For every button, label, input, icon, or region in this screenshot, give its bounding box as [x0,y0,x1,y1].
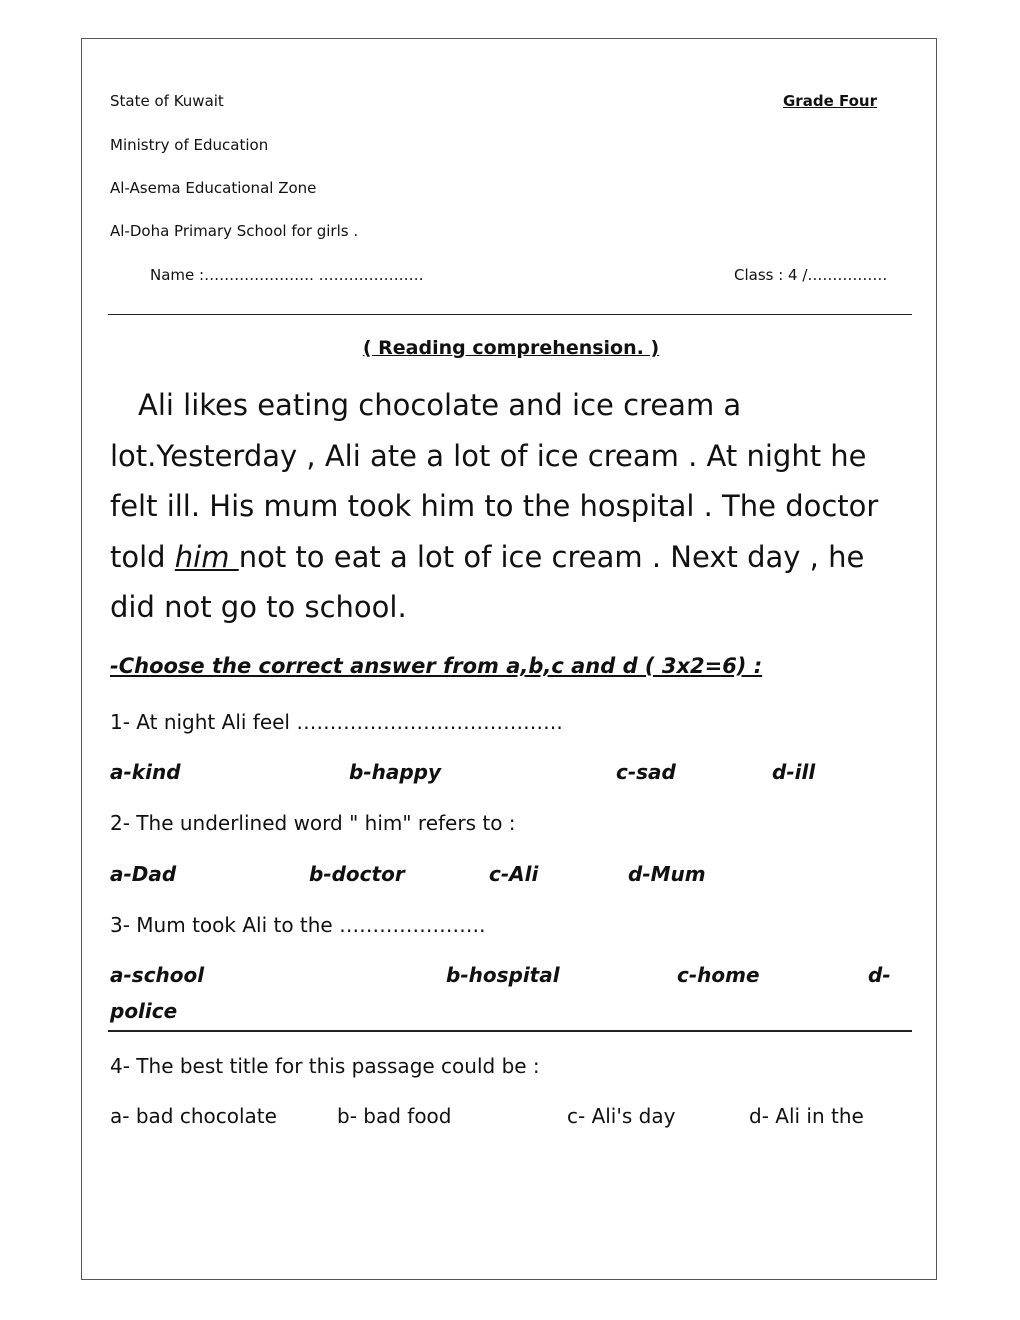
question-4: 4- The best title for this passage could be : [110,1054,540,1078]
q2-option-c[interactable]: c-Ali [489,862,539,886]
passage-text-after: not to eat a lot of ice cream . Next day , he did not go to school. [110,539,865,624]
header-school: Al-Doha Primary School for girls . [110,222,359,240]
header-divider [108,314,912,315]
header-ministry: Ministry of Education [110,136,269,154]
question-divider [108,1030,912,1032]
q1-option-d[interactable]: d-ill [772,760,816,784]
section-title: ( Reading comprehension. ) [362,337,660,359]
q3-option-d[interactable]: d- [868,963,891,987]
q2-option-a[interactable]: a-Dad [110,862,177,886]
q3-option-c[interactable]: c-home [677,963,760,987]
reading-passage [110,380,910,633]
question-1: 1- At night Ali feel …………………………………. [110,710,563,734]
class-field[interactable]: Class : 4 /……………. [734,266,888,284]
q3-option-d-continued[interactable]: police [110,999,178,1023]
passage-text-before: Ali likes eating chocolate and ice cream a lot.Yesterday , Ali ate a lot of ice cream . At night he felt ill. His mum took him to the hospital . The doctor told [110,388,879,574]
question-3: 3- Mum took Ali to the …………………. [110,913,486,937]
name-field[interactable]: Name :…………………. ………………… [150,266,424,284]
instruction: -Choose the correct answer from a,b,c and d ( 3x2=6) : [110,654,763,678]
q1-option-c[interactable]: c-sad [616,760,676,784]
q4-option-d[interactable]: d- Ali in the [749,1104,864,1128]
q3-option-b[interactable]: b-hospital [446,963,560,987]
q1-option-a[interactable]: a-kind [110,760,181,784]
q3-option-a[interactable]: a-school [110,963,205,987]
q4-option-c[interactable]: c- Ali's day [567,1104,676,1128]
header-country: State of Kuwait [110,92,224,110]
header-grade: Grade Four [783,92,877,110]
q2-option-d[interactable]: d-Mum [628,862,706,886]
header-zone: Al-Asema Educational Zone [110,179,317,197]
q1-option-b[interactable]: b-happy [349,760,442,784]
q2-option-b[interactable]: b-doctor [309,862,405,886]
q4-option-b[interactable]: b- bad food [337,1104,452,1128]
question-2: 2- The underlined word " him" refers to : [110,811,516,835]
q4-option-a[interactable]: a- bad chocolate [110,1104,277,1128]
passage-underlined-word: him [174,539,239,574]
